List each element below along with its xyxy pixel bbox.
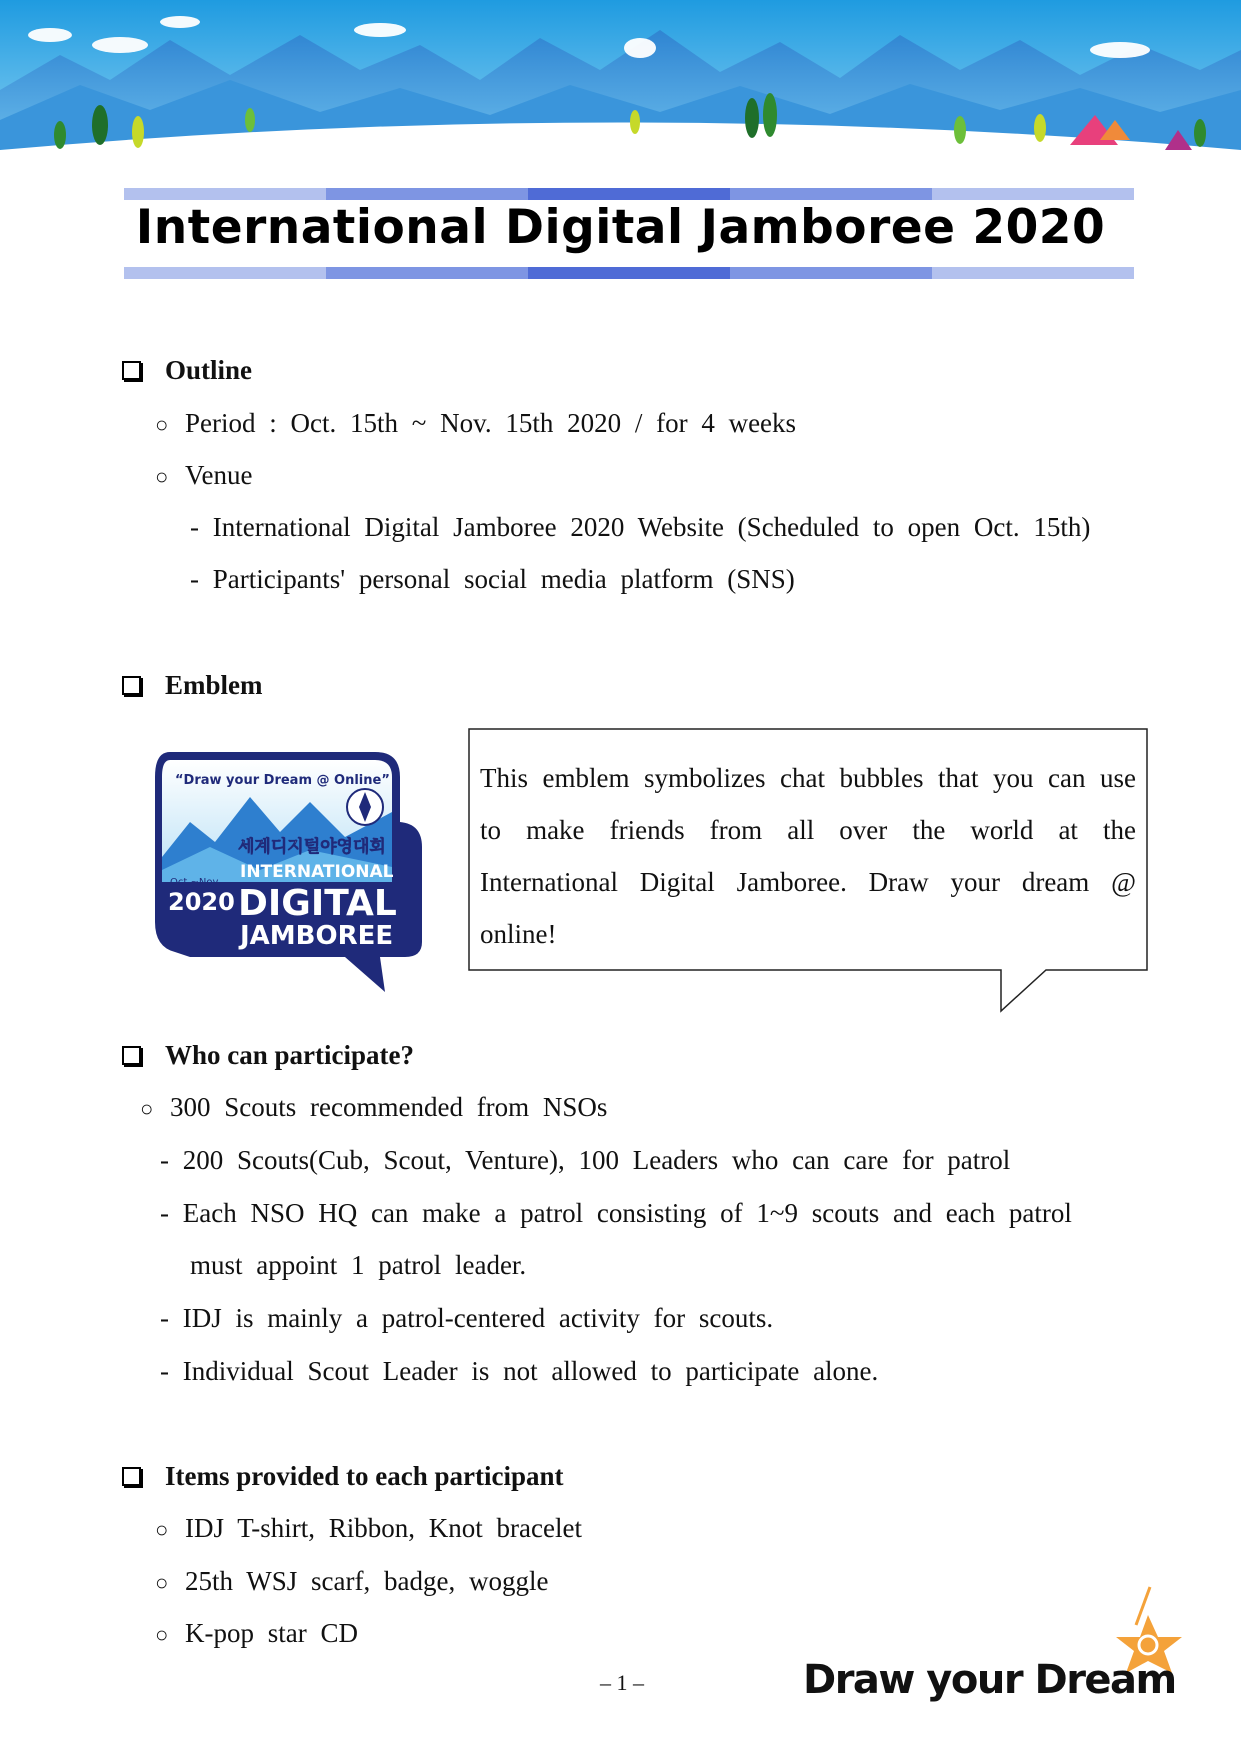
circle-bullet-icon: ○: [155, 1570, 169, 1595]
title-top-bar: [124, 188, 1134, 200]
section-outline: [122, 355, 252, 386]
circle-bullet-icon: ○: [140, 1096, 154, 1121]
page-number: – 1 –: [600, 1670, 644, 1695]
emblem-badge-icon: [150, 752, 425, 992]
emblem-line2: DIGITAL: [238, 883, 397, 924]
circle-bullet-icon: ○: [155, 1517, 169, 1542]
list-item: ○ Period : Oct. 15th ~ Nov. 15th 2020 / for 4 weeks: [155, 408, 797, 438]
list-item: - Participants' personal social media platform (SNS): [190, 564, 795, 594]
emblem-line1: INTERNATIONAL: [240, 862, 394, 882]
page-title: International Digital Jamboree 2020: [135, 200, 1106, 255]
circle-bullet-icon: ○: [155, 412, 169, 437]
section-heading: Who can participate?: [165, 1040, 414, 1070]
list-item: - Each NSO HQ can make a patrol consisting of 1~9 scouts and each patrol: [160, 1198, 1072, 1228]
footer-logo-text: Draw your Dream: [803, 1657, 1176, 1703]
circle-bullet-icon: ○: [155, 1622, 169, 1647]
emblem-year: 2020: [168, 888, 235, 916]
list-item: ○ IDJ T-shirt, Ribbon, Knot bracelet: [155, 1513, 582, 1543]
section-heading: Emblem: [165, 670, 263, 700]
emblem-date: Oct.~Nov.: [170, 877, 221, 888]
checkbox-square-icon: [122, 1046, 141, 1065]
list-item: ○ K-pop star CD: [155, 1618, 358, 1648]
list-item: - 200 Scouts(Cub, Scout, Venture), 100 Leaders who can care for patrol: [160, 1145, 1011, 1175]
emblem-description: This emblem symbolizes chat bubbles that you can use to make friends from all over the world at the International Digital Jamboree. Draw your dream @ online!: [480, 763, 1136, 949]
emblem-line3: JAMBOREE: [240, 921, 394, 951]
list-item: - Individual Scout Leader is not allowed to participate alone.: [160, 1356, 879, 1386]
list-item: must appoint 1 patrol leader.: [190, 1250, 527, 1280]
section-heading: Items provided to each participant: [165, 1461, 564, 1491]
emblem-korean: 세계디지털야영대회: [238, 837, 386, 857]
checkbox-square-icon: [122, 361, 141, 380]
list-item: ○ 300 Scouts recommended from NSOs: [140, 1092, 608, 1122]
section-items: [122, 1461, 564, 1492]
section-heading: Outline: [165, 355, 253, 385]
emblem-slogan: “Draw your Dream @ Online”: [175, 773, 390, 788]
title-bottom-bar: [124, 267, 1134, 279]
section-who: [122, 1040, 414, 1071]
mountains-banner-icon: [0, 0, 1241, 165]
checkbox-square-icon: [122, 676, 141, 695]
list-item: - IDJ is mainly a patrol-centered activity for scouts.: [160, 1303, 774, 1333]
list-item: ○ 25th WSJ scarf, badge, woggle: [155, 1566, 549, 1596]
circle-bullet-icon: ○: [155, 464, 169, 489]
list-item: - International Digital Jamboree 2020 Website (Scheduled to open Oct. 15th): [190, 512, 1091, 542]
list-item: ○ Venue: [155, 460, 253, 490]
section-emblem: [122, 670, 263, 701]
checkbox-square-icon: [122, 1467, 141, 1486]
